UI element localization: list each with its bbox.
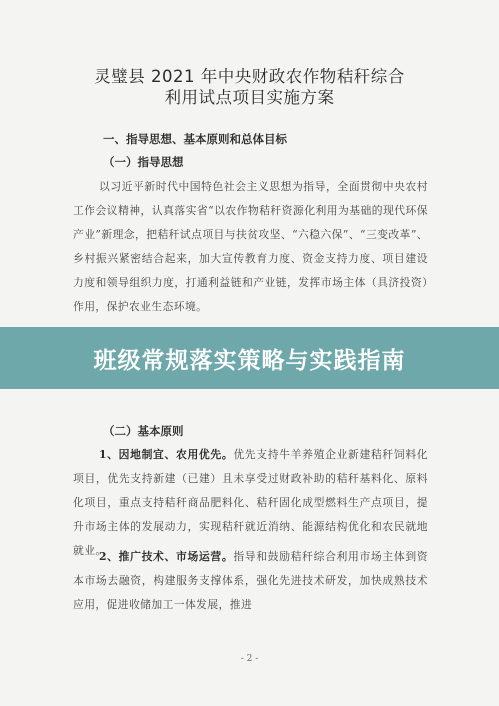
document-title-line1: 灵璧县 2021 年中央财政农作物秸秆综合	[94, 67, 405, 86]
section-heading: 一、指导思想、基本原则和总体目标	[103, 132, 287, 146]
document-title-line2: 利用试点项目实施方案	[164, 88, 335, 107]
subsection-heading-guiding-thought: （一）指导思想	[103, 155, 184, 169]
subsection-heading-basic-principles: （二）基本原则	[103, 424, 184, 438]
paragraph-principle-2	[73, 545, 428, 617]
page-number: - 2 -	[240, 654, 259, 664]
banner-title: 班级常规落实策略与实践指南	[93, 347, 406, 374]
principle-2-body: 指导和鼓励秸秆综合利用市场主体到资本市场去融资，构建服务支撑体系，强化先进技术研发，加快成熟技术应用，促进收储加工一体发展，推进	[73, 550, 428, 611]
title-banner	[0, 327, 499, 389]
principle-1-body: 优先支持牛羊养殖企业新建秸秆饲料化项目，优先支持新建（已建）且未享受过财政补助的秸秆基料化、原料化项目，重点支持秸秆商品肥料化、秸秆固化成型燃料生产点项目，提升市场主体的发展动力，实现秸秆就近消纳、能源结构优化和农民就地就业。	[73, 448, 428, 557]
paragraph-guiding-thought: 以习近平新时代中国特色社会主义思想为指导，全面贯彻中央农村工作会议精神，认真落实省“以农作物秸秆资源化利用为基础的现代环保产业”新理念，把秸秆试点项目与扶贫攻坚、“六稳六保”、“三变改革”、乡村振兴紧密结合起来，加大宣传教育力度、资金支持力度、项目建设力度和领导组织力度，打通利益链和产业链，发挥市场主体（具济投资）作用，保护农业生态环境。	[73, 180, 428, 313]
principle-2-lead: 2、推广技术、市场运营。	[99, 550, 234, 563]
principle-1-lead: 1、因地制宜、农用优先。	[99, 448, 234, 461]
